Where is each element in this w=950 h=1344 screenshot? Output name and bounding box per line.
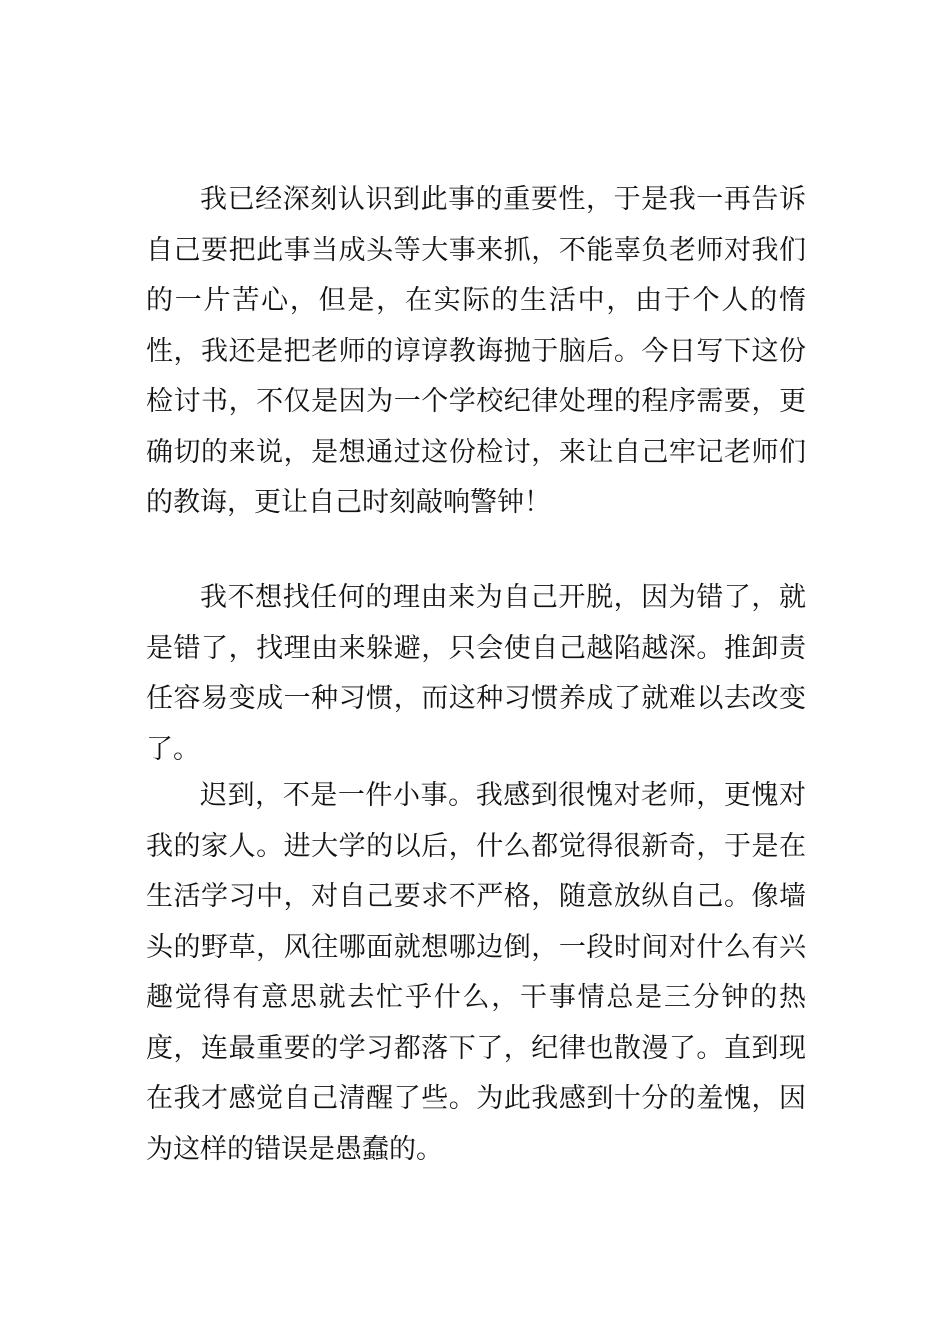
paragraph-1: 我已经深刻认识到此事的重要性，于是我一再告诉自己要把此事当成头等大事来抓，不能辜负老师对我们的一片苦心，但是，在实际的生活中，由于个人的惰性，我还是把老师的谆谆教诲抛于脑后。今日写下这份检讨书，不仅是因为一个学校纪律处理的程序需要，更确切的来说，是想通过这份检讨，来让自己牢记老师们的教诲，更让自己时刻敲响警钟！ [146, 184, 806, 518]
paragraph-3: 迟到，不是一件小事。我感到很愧对老师，更愧对我的家人。进大学的以后，什么都觉得很新奇，于是在生活学习中，对自己要求不严格，随意放纵自己。像墙头的野草，风往哪面就想哪边倒，一段时间对什么有兴趣觉得有意思就去忙乎什么，干事情总是三分钟的热度，连最重要的学习都落下了，纪律也散漫了。直到现在我才感觉自己清醒了些。为此我感到十分的羞愧，因为这样的错误是愚蠢的。 [146, 780, 806, 1165]
paragraph-2: 我不想找任何的理由来为自己开脱，因为错了，就是错了，找理由来躲避，只会使自己越陷越深。推卸责任容易变成一种习惯，而这种习惯养成了就难以去改变了。 [146, 582, 806, 765]
